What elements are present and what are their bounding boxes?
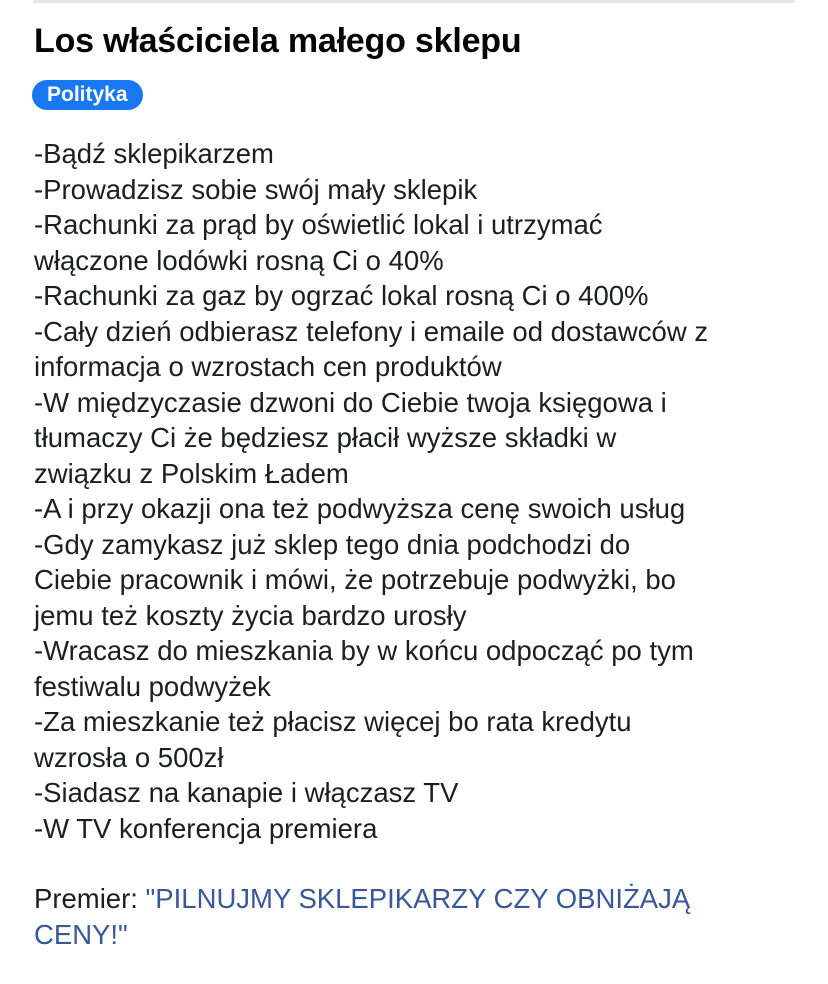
post-line: tłumaczy Ci że będziesz płacił wyższe składki w [34, 422, 617, 453]
quote-line-2 [34, 917, 804, 953]
post-line: wzrosła o 500zł [34, 741, 224, 773]
post-line: -W TV konferencja premiera [34, 812, 378, 844]
post [34, 14, 804, 952]
post-title: Los właściciela małego sklepu [34, 22, 522, 60]
post-line: Ciebie pracownik i mówi, że potrzebuje podwyżki, bo [34, 564, 676, 595]
tag-badge[interactable]: Polityka [32, 80, 143, 110]
post-line: -A i przy okazji ona też podwyższa cenę swoich usług [34, 493, 686, 524]
post-line: -Za mieszkanie też płacisz więcej bo rata kredytu [34, 706, 632, 737]
post-body [34, 136, 804, 952]
post-line: związku z Polskim Ładem [34, 457, 349, 489]
post-line: -Rachunki za prąd by oświetlić lokal i utrzymać [34, 209, 603, 240]
post-line: jemu też koszty życia bardzo urosły [34, 599, 467, 631]
quote-line-1 [34, 881, 804, 917]
quote-text-continued: CENY!" [34, 918, 128, 950]
post-line: -Gdy zamykasz już sklep tego dnia podchodzi do [34, 528, 631, 560]
post-line: -Rachunki za gaz by ogrzać lokal rosną Ci o 400% [34, 280, 649, 311]
post-line: festiwalu podwyżek [34, 670, 271, 702]
post-line: włączone lodówki rosną Ci o 40% [34, 244, 444, 276]
top-divider [33, 0, 795, 3]
quote-speaker: Premier: [34, 883, 138, 914]
post-line: -W międzyczasie dzwoni do Ciebie twoja księgowa i [34, 386, 667, 418]
post-line: -Siadasz na kanapie i włączasz TV [34, 777, 459, 808]
post-line: -Prowadzisz sobie swój mały sklepik [34, 173, 478, 205]
quote-text: "PILNUJMY SKLEPIKARZY CZY OBNIŻAJĄ [145, 883, 691, 914]
post-line: -Cały dzień odbierasz telefony i emaile od dostawców z [34, 315, 709, 347]
post-line: -Wracasz do mieszkania by w końcu odpocząć po tym [34, 635, 694, 666]
post-line: informacja o wzrostach cen produktów [34, 351, 502, 382]
paragraph-gap [34, 846, 804, 881]
post-line: -Bądź sklepikarzem [34, 138, 274, 169]
